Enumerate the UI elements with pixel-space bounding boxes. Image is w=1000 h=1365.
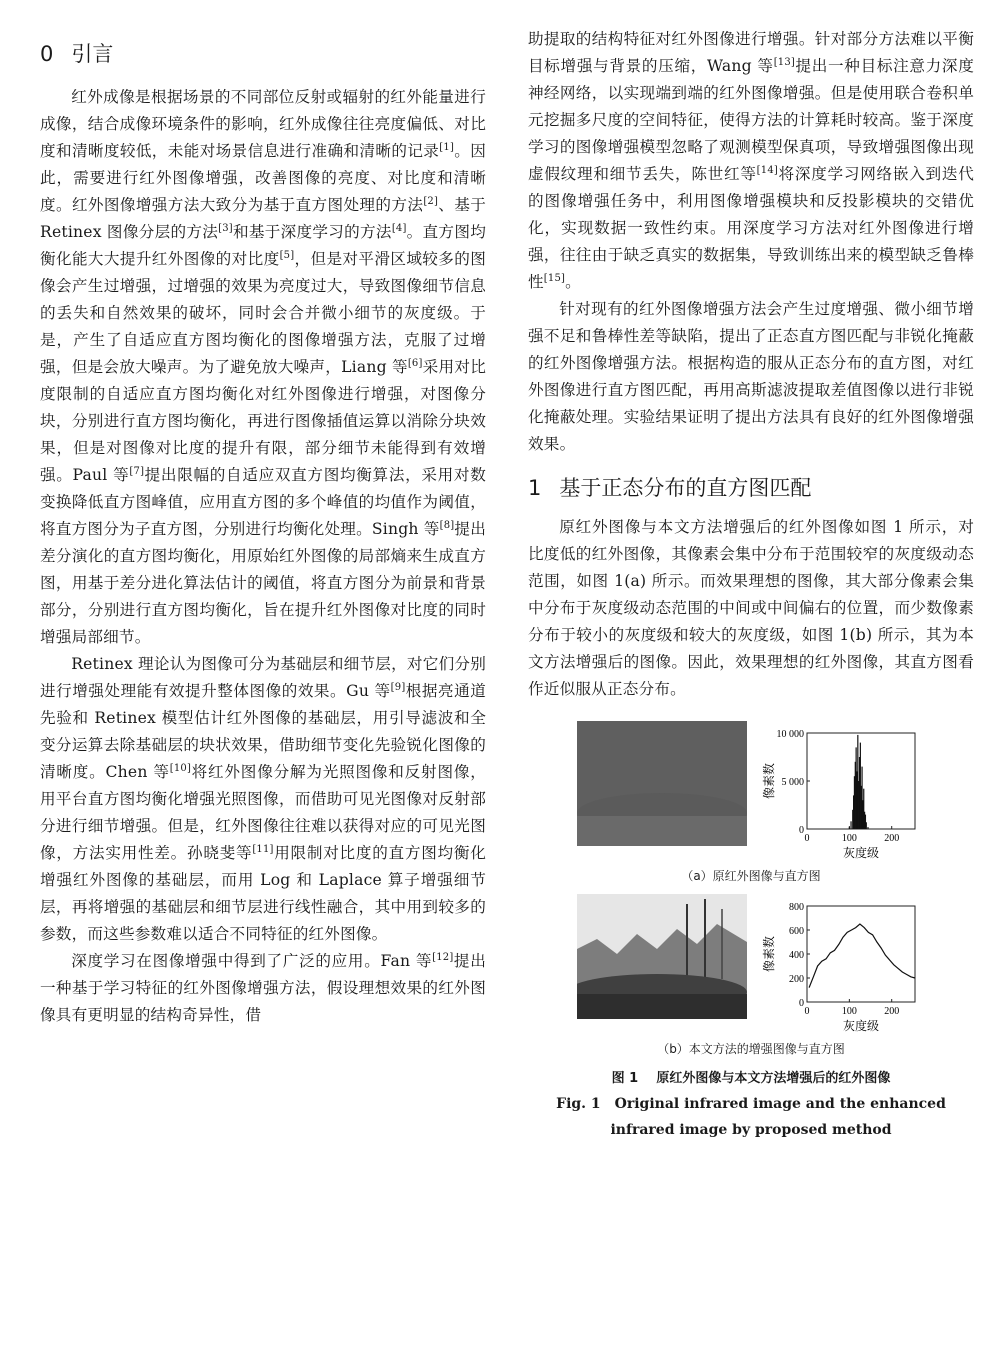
text-run: 将深度学习网络嵌入到迭代的图像增强任务中，利用图像增强模块和反投影模块的交错优化，实现数据一致性约束。用深度学习方法对红外图像进行增强，往往由于缺乏真实的数据集，导致训练出来的模型缺乏鲁棒性 xyxy=(528,165,974,291)
x-tick-label: 200 xyxy=(884,1006,900,1017)
text-run: 。直方图均衡化能大大提升红外图像的对比度 xyxy=(40,223,486,268)
section-title: 引言 xyxy=(71,42,114,66)
text-run: 提出差分演化的直方图均衡化，用原始红外图像的局部熵来生成直方图，用基于差分进化算法估计的阈值，将直方图分为前景和背景部分，分别进行直方图均衡化，旨在提升红外图像对比度的同时增强局部细节。 xyxy=(40,520,487,646)
y-axis-label: 像素数 xyxy=(762,762,776,800)
citation-ref: [11] xyxy=(252,843,274,855)
section-number: 0 xyxy=(40,42,54,66)
citation-ref: [2] xyxy=(423,195,439,207)
histogram-line xyxy=(809,924,915,988)
x-tick-label: 0 xyxy=(804,833,810,844)
figure-caption-en xyxy=(528,1091,974,1143)
y-tick-label: 200 xyxy=(789,974,804,985)
text-run: 和基于深度学习的方法 xyxy=(232,223,392,241)
citation-ref: [10] xyxy=(169,762,192,774)
body-paragraph xyxy=(528,514,974,703)
text-run: 深度学习在图像增强中得到了广泛的应用。Fan 等 xyxy=(71,952,433,970)
text-run: 根据亮通道先验和 Retinex 模型估计红外图像的基础层，用引导滤波和全变分运算去除基础层的块状效果，借助细节变化先验锐化图像的清晰度。Chen 等 xyxy=(40,682,486,781)
y-tick-label: 800 xyxy=(789,902,804,913)
citation-ref: [15] xyxy=(543,272,566,284)
figure-label-en: Fig. 1 xyxy=(556,1096,601,1112)
citation-ref: [13] xyxy=(773,56,796,68)
citation-ref: [3] xyxy=(218,222,233,234)
citation-ref: [5] xyxy=(279,249,295,261)
text-run: 提出一种目标注意力深度神经网络，以实现端到端的红外图像增强。但是使用联合卷积单元挖掘多尺度的空间特征，使得方法的计算耗时较高。鉴于深度学习的图像增强模型忽略了观测模型保真项，导致增强图像出现虚假纹理和细节丢失，陈世红等 xyxy=(528,57,974,183)
figure-caption-cn xyxy=(528,1067,974,1091)
y-tick-label: 600 xyxy=(789,926,804,937)
section-number: 1 xyxy=(528,476,542,500)
text-run: 采用对比度限制的自适应直方图均衡化对红外图像进行增强，对图像分块，分别进行直方图均衡化，再进行图像插值运算以消除分块效果，但是对图像对比度的提升有限，部分细节未能得到有效增强。Paul 等 xyxy=(40,358,486,484)
right-column xyxy=(528,26,974,1143)
x-axis-label: 灰度级 xyxy=(842,846,880,860)
subcaption-a: （a）原红外图像与直方图 xyxy=(681,869,821,883)
y-tick-label: 0 xyxy=(799,998,804,1009)
citation-ref: [1] xyxy=(439,141,455,153)
citation-ref: [12] xyxy=(432,951,454,963)
x-tick-label: 100 xyxy=(841,833,857,844)
plot-frame xyxy=(807,906,915,1002)
subcaption-b: （b）本文方法的增强图像与直方图 xyxy=(657,1042,845,1056)
text-run: 、基于 Retinex 图像分层的方法 xyxy=(40,196,486,241)
x-axis-label: 灰度级 xyxy=(842,1019,880,1033)
citation-ref: [8] xyxy=(439,519,455,531)
figure-label: 图 1 xyxy=(611,1071,639,1086)
enhanced-infrared-image xyxy=(577,894,747,1019)
section-heading-intro xyxy=(40,38,486,70)
body-paragraph xyxy=(40,84,486,651)
body-paragraph xyxy=(528,296,974,458)
body-paragraph xyxy=(528,26,974,296)
text-run: 将红外图像分解为光照图像和反射图像，用平台直方图均衡化增强光照图像，而借助可见光图像对反射部分进行细节增强。但是，红外图像往往难以获得对应的可见光图像，方法实用性差。孙晓斐等 xyxy=(40,763,487,862)
original-infrared-image xyxy=(577,721,747,846)
citation-ref: [4] xyxy=(391,222,407,234)
histogram-enhanced xyxy=(755,894,925,1034)
x-tick-label: 100 xyxy=(841,1006,857,1017)
y-tick-label: 0 xyxy=(799,825,804,836)
x-tick-label: 0 xyxy=(804,1006,810,1017)
text-run: 红外成像是根据场景的不同部位反射或辐射的红外能量进行成像，结合成像环境条件的影响，红外成像往往亮度偏低、对比度和清晰度较低，未能对场景信息进行准确和清晰的记录 xyxy=(40,88,486,160)
section-title: 基于正态分布的直方图匹配 xyxy=(559,476,812,500)
figure-1 xyxy=(528,721,974,1143)
citation-ref: [9] xyxy=(390,681,406,693)
y-tick-label: 5 000 xyxy=(781,777,804,788)
figure-row-b xyxy=(528,894,974,1034)
y-axis-label: 像素数 xyxy=(762,935,776,973)
text-run: 原红外图像与本文方法增强后的红外图像如图 1 所示，对比度低的红外图像，其像素会集中分布于范围较窄的灰度级动态范围，如图 1(a) 所示。而效果理想的图像，其大部分像素会集中分布于灰度级动态范围的中间或中间偏右的位置，而少数像素分布于较小的灰度级和较大的灰度级，如图 1(b) 所示，其为本文方法增强后的图像。因此，效果理想的红外图像，其直方图看作近似服从正态分布。 xyxy=(528,518,974,698)
text-run: 针对现有的红外图像增强方法会产生过度增强、微小细节增强不足和鲁棒性差等缺陷，提出了正态直方图匹配与非锐化掩蔽的红外图像增强方法。根据构造的服从正态分布的直方图，对红外图像进行直方图匹配，再用高斯滤波提取差值图像以进行非锐化掩蔽处理。实验结果证明了提出方法具有良好的红外图像增强效果。 xyxy=(528,300,974,453)
figure-title: 原红外图像与本文方法增强后的红外图像 xyxy=(656,1071,891,1086)
citation-ref: [14] xyxy=(756,164,778,176)
section-heading-1 xyxy=(528,472,974,504)
left-column xyxy=(40,26,486,1029)
citation-ref: [7] xyxy=(129,465,145,477)
text-run: 用限制对比度的直方图均衡化增强红外图像的基础层，而用 Log 和 Laplace 算子增强细节层，再将增强的基础层和细节层进行线性融合，其中用到较多的参数，而这些参数难以适合不同特征的红外图像。 xyxy=(40,844,486,943)
text-run: Retinex 理论认为图像可分为基础层和细节层，对它们分别进行增强处理能有效提升整体图像的效果。Gu 等 xyxy=(40,655,486,700)
body-paragraph xyxy=(40,651,486,948)
figure-row-a xyxy=(528,721,974,861)
text-run: 助提取的结构特征对红外图像进行增强。针对部分方法难以平衡目标增强与背景的压缩，Wang 等 xyxy=(528,30,974,75)
figure-title-en-line1: Original infrared image and the enhanced xyxy=(614,1096,946,1112)
y-tick-label: 10 000 xyxy=(776,729,804,740)
x-tick-label: 200 xyxy=(884,833,900,844)
citation-ref: [6] xyxy=(407,357,423,369)
body-paragraph xyxy=(40,948,486,1029)
text-run: 。因此，需要进行红外图像增强，改善图像的亮度、对比度和清晰度。红外图像增强方法大致分为基于直方图处理的方法 xyxy=(40,142,486,214)
text-run: 提出限幅的自适应双直方图均衡算法，采用对数变换降低直方图峰值，应用直方图的多个峰值的均值作为阈值，将直方图分为子直方图，分别进行均衡化处理。Singh 等 xyxy=(40,466,486,538)
y-tick-label: 400 xyxy=(789,950,804,961)
text-run: ，但是对平滑区域较多的图像会产生过增强，过增强的效果为亮度过大，导致图像细节信息的丢失和自然效果的破坏，同时会合并微小细节的灰度级。于是，产生了自适应直方图均衡化的图像增强方法，克服了过增强，但是会放大噪声。为了避免放大噪声，Liang 等 xyxy=(40,250,486,376)
histogram-original xyxy=(755,721,925,861)
text-run: 。 xyxy=(565,273,581,291)
figure-title-en-line2: infrared image by proposed method xyxy=(610,1122,892,1138)
text-run: 提出一种基于学习特征的红外图像增强方法，假设理想效果的红外图像具有更明显的结构奇异性，借 xyxy=(40,952,486,1024)
